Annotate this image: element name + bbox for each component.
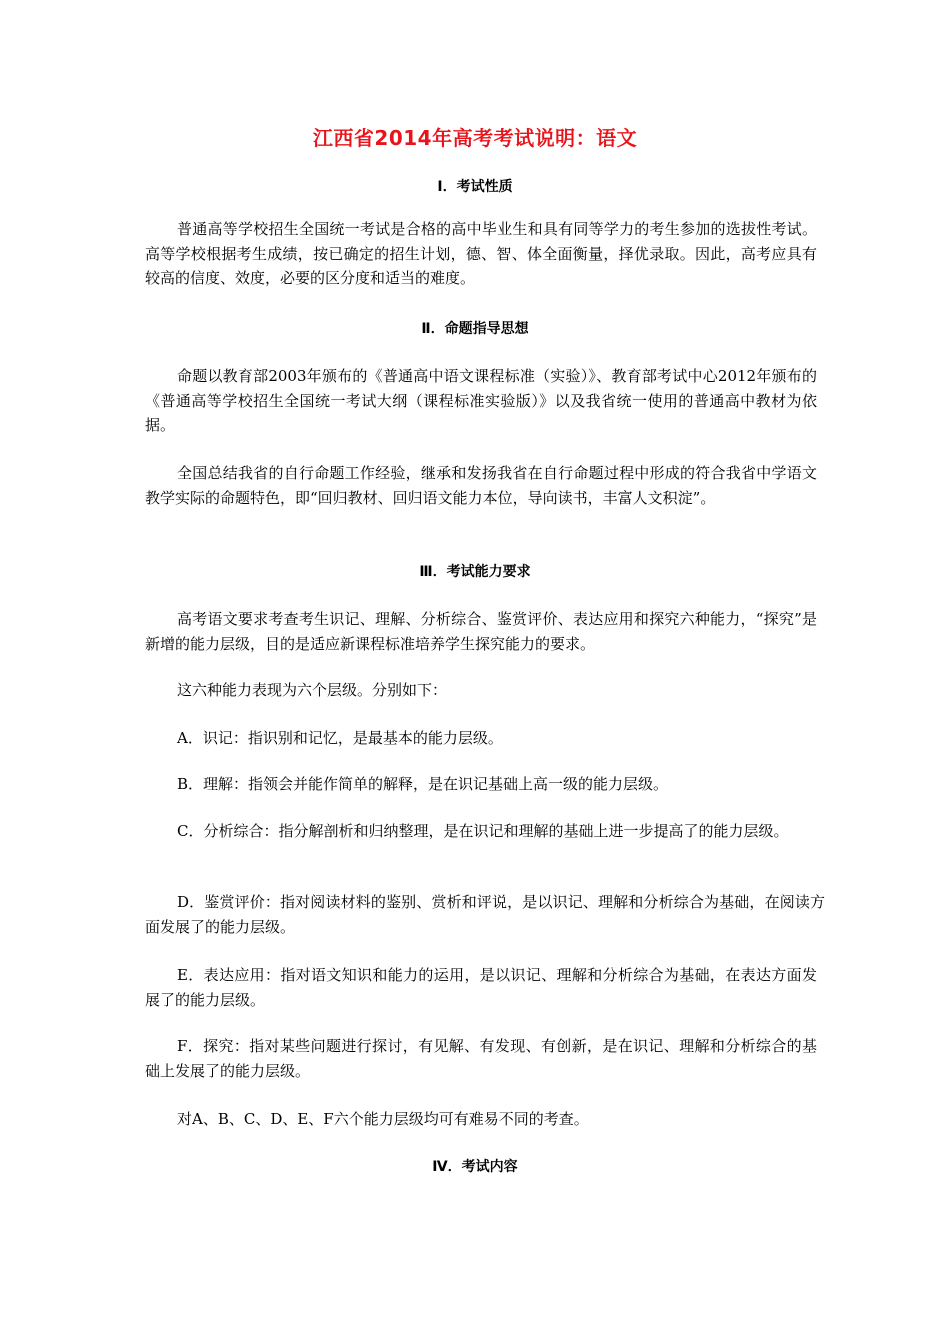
section-3-paragraph-1: 高考语文要求考查考生识记、理解、分析综合、鉴赏评价、表达应用和探究六种能力，“探究”是新增的能力层级，目的是适应新课程标准培养学生探究能力的要求。 xyxy=(145,610,817,653)
ability-level-b: B．理解：指领会并能作简单的解释，是在识记基础上高一级的能力层级。 xyxy=(177,775,669,793)
ability-level-c: C．分析综合：指分解剖析和归纳整理，是在识记和理解的基础上进一步提高了的能力层级。 xyxy=(177,822,789,840)
section-heading-4: Ⅳ．考试内容 xyxy=(432,1159,518,1175)
section-3-paragraph-2: 这六种能力表现为六个层级。分别如下： xyxy=(177,681,448,699)
ability-level-a: A．识记：指识别和记忆，是最基本的能力层级。 xyxy=(177,729,503,747)
document-title: 江西省2014年高考考试说明：语文 xyxy=(312,126,638,150)
section-heading-2: Ⅱ．命题指导思想 xyxy=(421,321,529,337)
section-2-paragraph-1: 命题以教育部2003年颁布的《普通高中语文课程标准（实验）》、教育部考试中心2012年颁布的《普通高等学校招生全国统一考试大纲（课程标准实验版）》以及我省统一使用的普通高中教材为依据。 xyxy=(145,367,817,434)
ability-level-d: D．鉴赏评价：指对阅读材料的鉴别、赏析和评说，是以识记、理解和分析综合为基础，在阅读方面发展了的能力层级。 xyxy=(145,893,825,936)
section-1-paragraph-1: 普通高等学校招生全国统一考试是合格的高中毕业生和具有同等学力的考生参加的选拔性考试。高等学校根据考生成绩，按已确定的招生计划，德、智、体全面衡量，择优录取。因此，高考应具有较高的信度、效度，必要的区分度和适当的难度。 xyxy=(145,220,817,287)
section-2-paragraph-2: 全国总结我省的自行命题工作经验，继承和发扬我省在自行命题过程中形成的符合我省中学语文教学实际的命题特色，即“回归教材、回归语文能力本位，导向读书，丰富人文积淀”。 xyxy=(145,464,817,507)
ability-level-e: E．表达应用：指对语文知识和能力的运用，是以识记、理解和分析综合为基础，在表达方面发展了的能力层级。 xyxy=(145,966,817,1009)
section-heading-3: Ⅲ．考试能力要求 xyxy=(419,564,531,580)
section-3-paragraph-final: 对A、B、C、D、E、F六个能力层级均可有难易不同的考查。 xyxy=(177,1110,589,1128)
ability-level-f: F．探究：指对某些问题进行探讨，有见解、有发现、有创新，是在识记、理解和分析综合的基础上发展了的能力层级。 xyxy=(145,1037,817,1080)
section-heading-1: Ⅰ．考试性质 xyxy=(437,179,513,195)
